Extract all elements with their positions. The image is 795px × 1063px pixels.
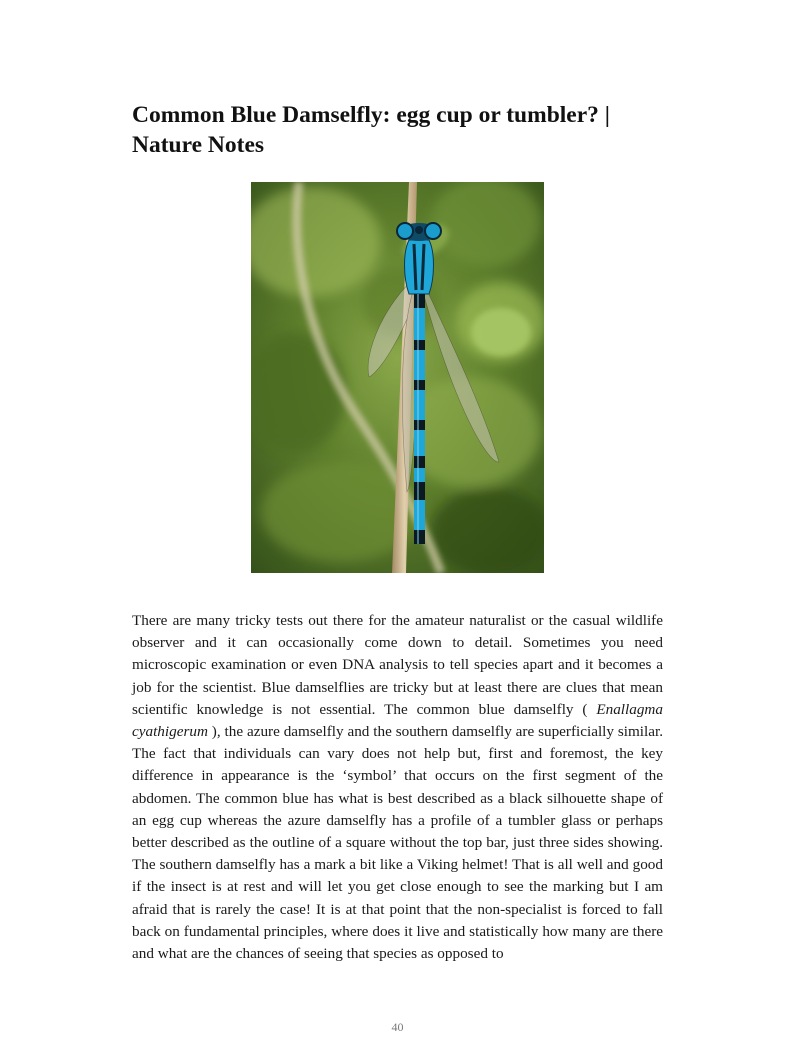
page-number: 40 (391, 1020, 404, 1034)
damselfly-photo (251, 182, 544, 573)
species-name: Enallagma cyathigerum (132, 700, 663, 741)
page-title: Common Blue Damselfly: egg cup or tumbler? | Nature Notes (132, 102, 610, 158)
article-body (132, 610, 663, 965)
article-body-part-1: There are many tricky tests out there for the amateur naturalist or the casual wildlife observer and it can occasionally come down to detail. Sometimes you need microscopic examination or even DNA analysis to tell species apart and it becomes a job for the scientist. Blue damselflies are tricky but at least there are clues that mean scientific knowledge is not essential. The common blue damselfly ( (132, 612, 663, 718)
article-body-part-2: ), the azure damselfly and the southern damselfly are superficially similar. The fact that individuals can vary does not help but, first and foremost, the key difference in appearance is the ‘symbol’ that occurs on the first segment of the abdomen. The common blue has what is best described as a black silhouette shape of an egg cup whereas the azure damselfly has a profile of a tumbler glass or perhaps better described as the outline of a square without the top bar, just three sides showing. The southern damselfly has a mark a bit like a Viking helmet! That is all well and good if the insect is at rest and will let you get close enough to see the marking but I am afraid that is rarely the case! It is at that point that the non-specialist is forced to fall back on fundamental principles, where does it live and statistically how many are there and what are the chances of seeing that species as opposed to (132, 723, 663, 963)
